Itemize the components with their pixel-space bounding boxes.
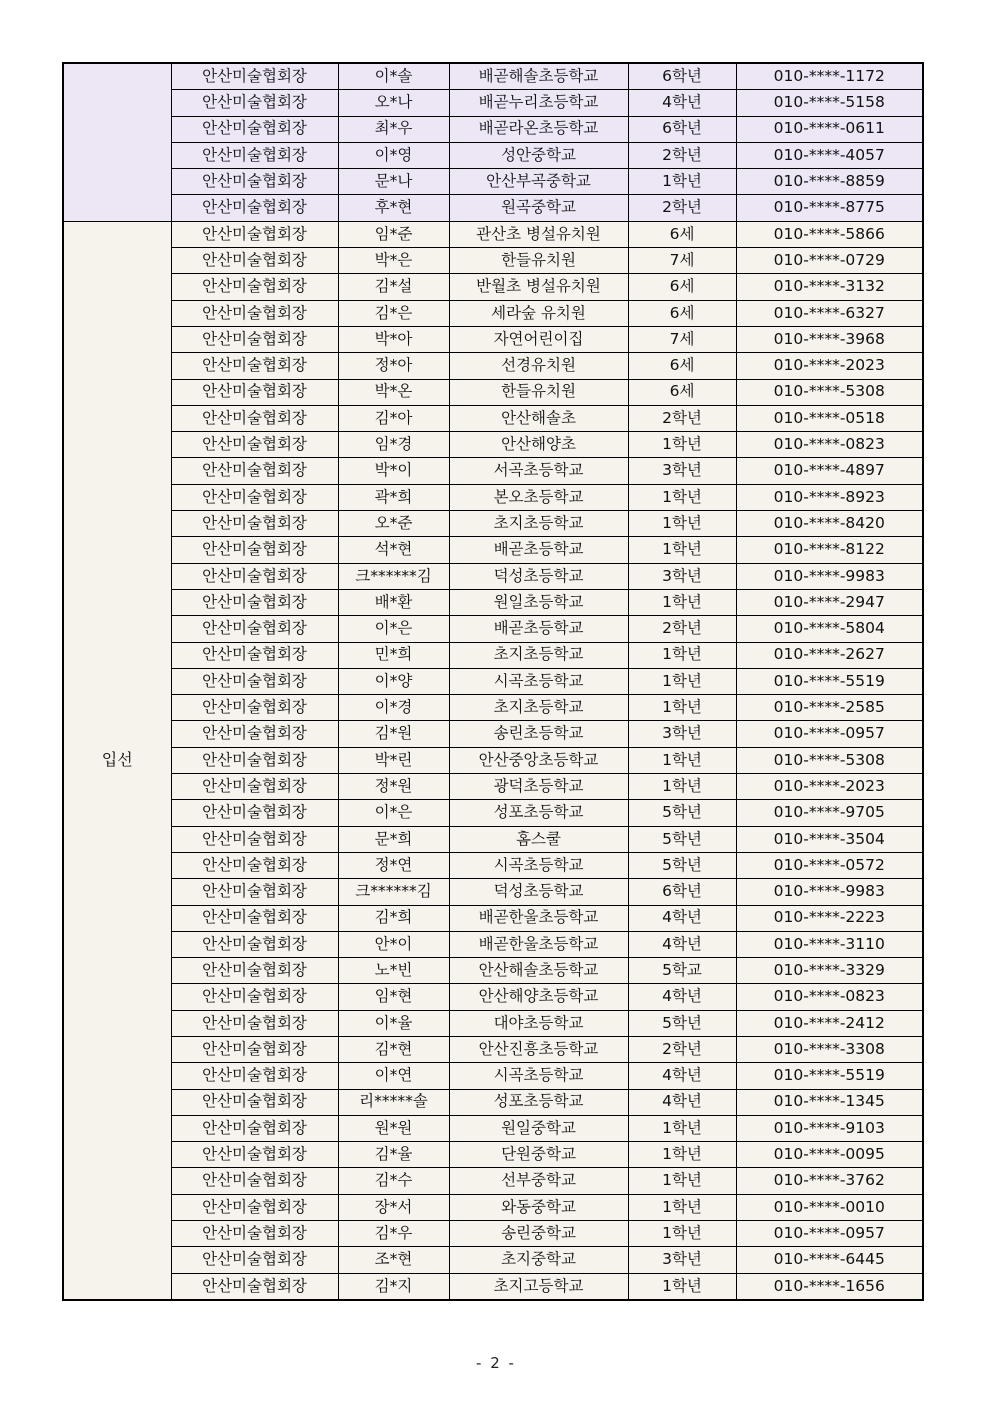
grade-cell: 1학년 bbox=[628, 747, 736, 773]
award-cell: 안산미술협회장 bbox=[171, 879, 338, 905]
phone-cell: 010-****-5308 bbox=[736, 747, 923, 773]
grade-cell: 5학년 bbox=[628, 826, 736, 852]
table-row bbox=[63, 537, 923, 563]
award-cell: 안산미술협회장 bbox=[171, 668, 338, 694]
grade-cell: 6세 bbox=[628, 300, 736, 326]
school-cell: 초지중학교 bbox=[449, 1247, 628, 1273]
phone-cell: 010-****-5804 bbox=[736, 616, 923, 642]
award-cell: 안산미술협회장 bbox=[171, 1168, 338, 1194]
phone-cell: 010-****-5308 bbox=[736, 379, 923, 405]
phone-cell: 010-****-3968 bbox=[736, 326, 923, 352]
table-row bbox=[63, 1115, 923, 1141]
table-row bbox=[63, 248, 923, 274]
phone-cell: 010-****-0823 bbox=[736, 984, 923, 1010]
table-row bbox=[63, 1010, 923, 1036]
table-row bbox=[63, 721, 923, 747]
grade-cell: 7세 bbox=[628, 248, 736, 274]
award-cell: 안산미술협회장 bbox=[171, 1194, 338, 1220]
student-name-cell: 박*이 bbox=[338, 458, 449, 484]
table-row bbox=[63, 695, 923, 721]
school-cell: 자연어린이집 bbox=[449, 326, 628, 352]
award-cell: 안산미술협회장 bbox=[171, 221, 338, 247]
school-cell: 배곧누리초등학교 bbox=[449, 90, 628, 116]
grade-cell: 2학년 bbox=[628, 405, 736, 431]
table-row bbox=[63, 300, 923, 326]
award-cell: 안산미술협회장 bbox=[171, 826, 338, 852]
school-cell: 덕성초등학교 bbox=[449, 563, 628, 589]
student-name-cell: 임*경 bbox=[338, 432, 449, 458]
school-cell: 배곧라온초등학교 bbox=[449, 116, 628, 142]
category-cell: 입선 bbox=[63, 221, 171, 1300]
student-name-cell: 임*준 bbox=[338, 221, 449, 247]
grade-cell: 6세 bbox=[628, 379, 736, 405]
school-cell: 원일초등학교 bbox=[449, 589, 628, 615]
phone-cell: 010-****-3762 bbox=[736, 1168, 923, 1194]
school-cell: 한들유치원 bbox=[449, 248, 628, 274]
table-row bbox=[63, 116, 923, 142]
table-row bbox=[63, 931, 923, 957]
grade-cell: 1학년 bbox=[628, 642, 736, 668]
student-name-cell: 문*나 bbox=[338, 169, 449, 195]
school-cell: 원곡중학교 bbox=[449, 195, 628, 221]
award-cell: 안산미술협회장 bbox=[171, 1115, 338, 1141]
student-name-cell: 김*아 bbox=[338, 405, 449, 431]
phone-cell: 010-****-1345 bbox=[736, 1089, 923, 1115]
phone-cell: 010-****-4897 bbox=[736, 458, 923, 484]
student-name-cell: 민*희 bbox=[338, 642, 449, 668]
student-name-cell: 김*설 bbox=[338, 274, 449, 300]
school-cell: 송린초등학교 bbox=[449, 721, 628, 747]
table-row bbox=[63, 63, 923, 90]
school-cell: 시곡초등학교 bbox=[449, 668, 628, 694]
school-cell: 배곧한울초등학교 bbox=[449, 905, 628, 931]
award-cell: 안산미술협회장 bbox=[171, 248, 338, 274]
table-row bbox=[63, 1168, 923, 1194]
award-cell: 안산미술협회장 bbox=[171, 1063, 338, 1089]
grade-cell: 2학년 bbox=[628, 1036, 736, 1062]
student-name-cell: 이*영 bbox=[338, 142, 449, 168]
grade-cell: 3학년 bbox=[628, 458, 736, 484]
award-cell: 안산미술협회장 bbox=[171, 984, 338, 1010]
student-name-cell: 이*은 bbox=[338, 616, 449, 642]
award-cell: 안산미술협회장 bbox=[171, 195, 338, 221]
grade-cell: 4학년 bbox=[628, 1063, 736, 1089]
grade-cell: 5학년 bbox=[628, 1010, 736, 1036]
student-name-cell: 박*은 bbox=[338, 248, 449, 274]
table-row bbox=[63, 905, 923, 931]
student-name-cell: 크******김 bbox=[338, 879, 449, 905]
school-cell: 안산해양초 bbox=[449, 432, 628, 458]
phone-cell: 010-****-6327 bbox=[736, 300, 923, 326]
student-name-cell: 원*원 bbox=[338, 1115, 449, 1141]
phone-cell: 010-****-0957 bbox=[736, 721, 923, 747]
table-row bbox=[63, 826, 923, 852]
award-cell: 안산미술협회장 bbox=[171, 300, 338, 326]
grade-cell: 1학년 bbox=[628, 1194, 736, 1220]
phone-cell: 010-****-5158 bbox=[736, 90, 923, 116]
phone-cell: 010-****-1656 bbox=[736, 1273, 923, 1300]
table-row bbox=[63, 642, 923, 668]
award-cell: 안산미술협회장 bbox=[171, 1036, 338, 1062]
phone-cell: 010-****-3110 bbox=[736, 931, 923, 957]
student-name-cell: 이*연 bbox=[338, 1063, 449, 1089]
phone-cell: 010-****-3308 bbox=[736, 1036, 923, 1062]
phone-cell: 010-****-5519 bbox=[736, 668, 923, 694]
table-row bbox=[63, 142, 923, 168]
phone-cell: 010-****-3132 bbox=[736, 274, 923, 300]
grade-cell: 6학년 bbox=[628, 879, 736, 905]
table-row bbox=[63, 274, 923, 300]
grade-cell: 1학년 bbox=[628, 589, 736, 615]
school-cell: 광덕초등학교 bbox=[449, 774, 628, 800]
phone-cell: 010-****-9705 bbox=[736, 800, 923, 826]
grade-cell: 1학년 bbox=[628, 511, 736, 537]
award-cell: 안산미술협회장 bbox=[171, 1273, 338, 1300]
grade-cell: 4학년 bbox=[628, 984, 736, 1010]
table-row bbox=[63, 1063, 923, 1089]
school-cell: 안산해솔초 bbox=[449, 405, 628, 431]
grade-cell: 4학년 bbox=[628, 1089, 736, 1115]
student-name-cell: 김*현 bbox=[338, 1036, 449, 1062]
grade-cell: 1학년 bbox=[628, 1168, 736, 1194]
student-name-cell: 박*아 bbox=[338, 326, 449, 352]
award-cell: 안산미술협회장 bbox=[171, 405, 338, 431]
table-row bbox=[63, 458, 923, 484]
award-cell: 안산미술협회장 bbox=[171, 958, 338, 984]
student-name-cell: 정*원 bbox=[338, 774, 449, 800]
table-row bbox=[63, 326, 923, 352]
school-cell: 성포초등학교 bbox=[449, 1089, 628, 1115]
phone-cell: 010-****-2627 bbox=[736, 642, 923, 668]
school-cell: 안산중앙초등학교 bbox=[449, 747, 628, 773]
grade-cell: 1학년 bbox=[628, 484, 736, 510]
student-name-cell: 노*빈 bbox=[338, 958, 449, 984]
student-name-cell: 박*린 bbox=[338, 747, 449, 773]
award-cell: 안산미술협회장 bbox=[171, 931, 338, 957]
school-cell: 안산해양초등학교 bbox=[449, 984, 628, 1010]
school-cell: 배곧초등학교 bbox=[449, 616, 628, 642]
award-cell: 안산미술협회장 bbox=[171, 642, 338, 668]
table-row bbox=[63, 432, 923, 458]
grade-cell: 3학년 bbox=[628, 563, 736, 589]
student-name-cell: 정*아 bbox=[338, 353, 449, 379]
award-cell: 안산미술협회장 bbox=[171, 484, 338, 510]
table-row bbox=[63, 800, 923, 826]
student-name-cell: 최*우 bbox=[338, 116, 449, 142]
table-row bbox=[63, 668, 923, 694]
student-name-cell: 배*환 bbox=[338, 589, 449, 615]
school-cell: 송린중학교 bbox=[449, 1221, 628, 1247]
school-cell: 안산부곡중학교 bbox=[449, 169, 628, 195]
student-name-cell: 김*은 bbox=[338, 300, 449, 326]
student-name-cell: 장*서 bbox=[338, 1194, 449, 1220]
school-cell: 초지초등학교 bbox=[449, 511, 628, 537]
table-row bbox=[63, 169, 923, 195]
school-cell: 대야초등학교 bbox=[449, 1010, 628, 1036]
grade-cell: 4학년 bbox=[628, 931, 736, 957]
table-row bbox=[63, 852, 923, 878]
school-cell: 관산초 병설유치원 bbox=[449, 221, 628, 247]
student-name-cell: 이*양 bbox=[338, 668, 449, 694]
grade-cell: 6학년 bbox=[628, 116, 736, 142]
table-row bbox=[63, 221, 923, 247]
school-cell: 와동중학교 bbox=[449, 1194, 628, 1220]
phone-cell: 010-****-2585 bbox=[736, 695, 923, 721]
student-name-cell: 김*희 bbox=[338, 905, 449, 931]
school-cell: 본오초등학교 bbox=[449, 484, 628, 510]
phone-cell: 010-****-2023 bbox=[736, 353, 923, 379]
student-name-cell: 이*율 bbox=[338, 1010, 449, 1036]
phone-cell: 010-****-8859 bbox=[736, 169, 923, 195]
award-cell: 안산미술협회장 bbox=[171, 747, 338, 773]
award-cell: 안산미술협회장 bbox=[171, 537, 338, 563]
grade-cell: 4학년 bbox=[628, 905, 736, 931]
table-row bbox=[63, 958, 923, 984]
grade-cell: 1학년 bbox=[628, 1142, 736, 1168]
grade-cell: 1학년 bbox=[628, 169, 736, 195]
grade-cell: 3학년 bbox=[628, 1247, 736, 1273]
student-name-cell: 조*현 bbox=[338, 1247, 449, 1273]
phone-cell: 010-****-0095 bbox=[736, 1142, 923, 1168]
table-row bbox=[63, 195, 923, 221]
student-name-cell: 이*은 bbox=[338, 800, 449, 826]
award-cell: 안산미술협회장 bbox=[171, 274, 338, 300]
grade-cell: 1학년 bbox=[628, 668, 736, 694]
table-row bbox=[63, 589, 923, 615]
phone-cell: 010-****-9983 bbox=[736, 563, 923, 589]
grade-cell: 1학년 bbox=[628, 1221, 736, 1247]
award-list-table bbox=[62, 62, 924, 1301]
student-name-cell: 김*수 bbox=[338, 1168, 449, 1194]
award-cell: 안산미술협회장 bbox=[171, 589, 338, 615]
award-cell: 안산미술협회장 bbox=[171, 432, 338, 458]
school-cell: 배곧한울초등학교 bbox=[449, 931, 628, 957]
table-row bbox=[63, 484, 923, 510]
school-cell: 성포초등학교 bbox=[449, 800, 628, 826]
grade-cell: 1학년 bbox=[628, 1115, 736, 1141]
award-cell: 안산미술협회장 bbox=[171, 90, 338, 116]
school-cell: 덕성초등학교 bbox=[449, 879, 628, 905]
student-name-cell: 박*온 bbox=[338, 379, 449, 405]
school-cell: 초지초등학교 bbox=[449, 642, 628, 668]
student-name-cell: 이*솔 bbox=[338, 63, 449, 90]
phone-cell: 010-****-8923 bbox=[736, 484, 923, 510]
student-name-cell: 김*율 bbox=[338, 1142, 449, 1168]
table-row bbox=[63, 1247, 923, 1273]
student-name-cell: 문*희 bbox=[338, 826, 449, 852]
table-row bbox=[63, 774, 923, 800]
school-cell: 원일중학교 bbox=[449, 1115, 628, 1141]
page-number: - 2 - bbox=[476, 1354, 516, 1372]
phone-cell: 010-****-3329 bbox=[736, 958, 923, 984]
award-cell: 안산미술협회장 bbox=[171, 169, 338, 195]
award-cell: 안산미술협회장 bbox=[171, 116, 338, 142]
grade-cell: 1학년 bbox=[628, 1273, 736, 1300]
grade-cell: 6세 bbox=[628, 274, 736, 300]
grade-cell: 5학년 bbox=[628, 800, 736, 826]
school-cell: 초지초등학교 bbox=[449, 695, 628, 721]
phone-cell: 010-****-5519 bbox=[736, 1063, 923, 1089]
table-row bbox=[63, 1194, 923, 1220]
phone-cell: 010-****-8420 bbox=[736, 511, 923, 537]
school-cell: 홈스쿨 bbox=[449, 826, 628, 852]
phone-cell: 010-****-6445 bbox=[736, 1247, 923, 1273]
award-cell: 안산미술협회장 bbox=[171, 616, 338, 642]
table-row bbox=[63, 511, 923, 537]
school-cell: 시곡초등학교 bbox=[449, 1063, 628, 1089]
student-name-cell: 김*우 bbox=[338, 1221, 449, 1247]
phone-cell: 010-****-0518 bbox=[736, 405, 923, 431]
school-cell: 시곡초등학교 bbox=[449, 852, 628, 878]
school-cell: 단원중학교 bbox=[449, 1142, 628, 1168]
award-cell: 안산미술협회장 bbox=[171, 905, 338, 931]
grade-cell: 1학년 bbox=[628, 695, 736, 721]
phone-cell: 010-****-3504 bbox=[736, 826, 923, 852]
phone-cell: 010-****-0611 bbox=[736, 116, 923, 142]
award-cell: 안산미술협회장 bbox=[171, 1010, 338, 1036]
award-cell: 안산미술협회장 bbox=[171, 1142, 338, 1168]
student-name-cell: 석*현 bbox=[338, 537, 449, 563]
table-row bbox=[63, 353, 923, 379]
school-cell: 안산진흥초등학교 bbox=[449, 1036, 628, 1062]
award-cell: 안산미술협회장 bbox=[171, 326, 338, 352]
phone-cell: 010-****-8775 bbox=[736, 195, 923, 221]
table-row bbox=[63, 616, 923, 642]
phone-cell: 010-****-4057 bbox=[736, 142, 923, 168]
phone-cell: 010-****-9103 bbox=[736, 1115, 923, 1141]
table-row bbox=[63, 747, 923, 773]
student-name-cell: 곽*희 bbox=[338, 484, 449, 510]
grade-cell: 5학교 bbox=[628, 958, 736, 984]
grade-cell: 1학년 bbox=[628, 537, 736, 563]
phone-cell: 010-****-0729 bbox=[736, 248, 923, 274]
grade-cell: 2학년 bbox=[628, 616, 736, 642]
award-cell: 안산미술협회장 bbox=[171, 721, 338, 747]
school-cell: 배곧해솔초등학교 bbox=[449, 63, 628, 90]
phone-cell: 010-****-0010 bbox=[736, 1194, 923, 1220]
school-cell: 성안중학교 bbox=[449, 142, 628, 168]
school-cell: 서곡초등학교 bbox=[449, 458, 628, 484]
table-row bbox=[63, 1142, 923, 1168]
table-row bbox=[63, 563, 923, 589]
school-cell: 선경유치원 bbox=[449, 353, 628, 379]
school-cell: 세라숲 유치원 bbox=[449, 300, 628, 326]
table-row bbox=[63, 1221, 923, 1247]
student-name-cell: 임*현 bbox=[338, 984, 449, 1010]
grade-cell: 2학년 bbox=[628, 142, 736, 168]
student-name-cell: 안*이 bbox=[338, 931, 449, 957]
student-name-cell: 오*나 bbox=[338, 90, 449, 116]
award-cell: 안산미술협회장 bbox=[171, 774, 338, 800]
award-cell: 안산미술협회장 bbox=[171, 563, 338, 589]
phone-cell: 010-****-8122 bbox=[736, 537, 923, 563]
award-cell: 안산미술협회장 bbox=[171, 852, 338, 878]
award-cell: 안산미술협회장 bbox=[171, 379, 338, 405]
award-cell: 안산미술협회장 bbox=[171, 800, 338, 826]
school-cell: 배곧초등학교 bbox=[449, 537, 628, 563]
table-row bbox=[63, 1089, 923, 1115]
award-cell: 안산미술협회장 bbox=[171, 1247, 338, 1273]
school-cell: 한들유치원 bbox=[449, 379, 628, 405]
grade-cell: 6세 bbox=[628, 353, 736, 379]
student-name-cell: 김*원 bbox=[338, 721, 449, 747]
award-cell: 안산미술협회장 bbox=[171, 63, 338, 90]
award-table-body bbox=[63, 63, 923, 1300]
table-row bbox=[63, 405, 923, 431]
award-cell: 안산미술협회장 bbox=[171, 458, 338, 484]
grade-cell: 7세 bbox=[628, 326, 736, 352]
grade-cell: 1학년 bbox=[628, 774, 736, 800]
phone-cell: 010-****-9983 bbox=[736, 879, 923, 905]
table-row bbox=[63, 379, 923, 405]
award-cell: 안산미술협회장 bbox=[171, 1089, 338, 1115]
table-row bbox=[63, 1036, 923, 1062]
award-cell: 안산미술협회장 bbox=[171, 695, 338, 721]
phone-cell: 010-****-0572 bbox=[736, 852, 923, 878]
school-cell: 반월초 병설유치원 bbox=[449, 274, 628, 300]
table-row bbox=[63, 90, 923, 116]
student-name-cell: 김*지 bbox=[338, 1273, 449, 1300]
phone-cell: 010-****-5866 bbox=[736, 221, 923, 247]
grade-cell: 3학년 bbox=[628, 721, 736, 747]
grade-cell: 4학년 bbox=[628, 90, 736, 116]
category-cell bbox=[63, 63, 171, 221]
table-row bbox=[63, 1273, 923, 1300]
award-cell: 안산미술협회장 bbox=[171, 353, 338, 379]
school-cell: 초지고등학교 bbox=[449, 1273, 628, 1300]
phone-cell: 010-****-0823 bbox=[736, 432, 923, 458]
student-name-cell: 후*현 bbox=[338, 195, 449, 221]
award-cell: 안산미술협회장 bbox=[171, 511, 338, 537]
grade-cell: 6세 bbox=[628, 221, 736, 247]
phone-cell: 010-****-2023 bbox=[736, 774, 923, 800]
grade-cell: 2학년 bbox=[628, 195, 736, 221]
school-cell: 선부중학교 bbox=[449, 1168, 628, 1194]
student-name-cell: 리*****솔 bbox=[338, 1089, 449, 1115]
grade-cell: 1학년 bbox=[628, 432, 736, 458]
table-row bbox=[63, 879, 923, 905]
award-cell: 안산미술협회장 bbox=[171, 1221, 338, 1247]
phone-cell: 010-****-2412 bbox=[736, 1010, 923, 1036]
phone-cell: 010-****-2223 bbox=[736, 905, 923, 931]
phone-cell: 010-****-1172 bbox=[736, 63, 923, 90]
student-name-cell: 오*준 bbox=[338, 511, 449, 537]
table-row bbox=[63, 984, 923, 1010]
grade-cell: 6학년 bbox=[628, 63, 736, 90]
grade-cell: 5학년 bbox=[628, 852, 736, 878]
phone-cell: 010-****-0957 bbox=[736, 1221, 923, 1247]
student-name-cell: 크******김 bbox=[338, 563, 449, 589]
student-name-cell: 정*연 bbox=[338, 852, 449, 878]
phone-cell: 010-****-2947 bbox=[736, 589, 923, 615]
student-name-cell: 이*경 bbox=[338, 695, 449, 721]
award-cell: 안산미술협회장 bbox=[171, 142, 338, 168]
school-cell: 안산해솔초등학교 bbox=[449, 958, 628, 984]
